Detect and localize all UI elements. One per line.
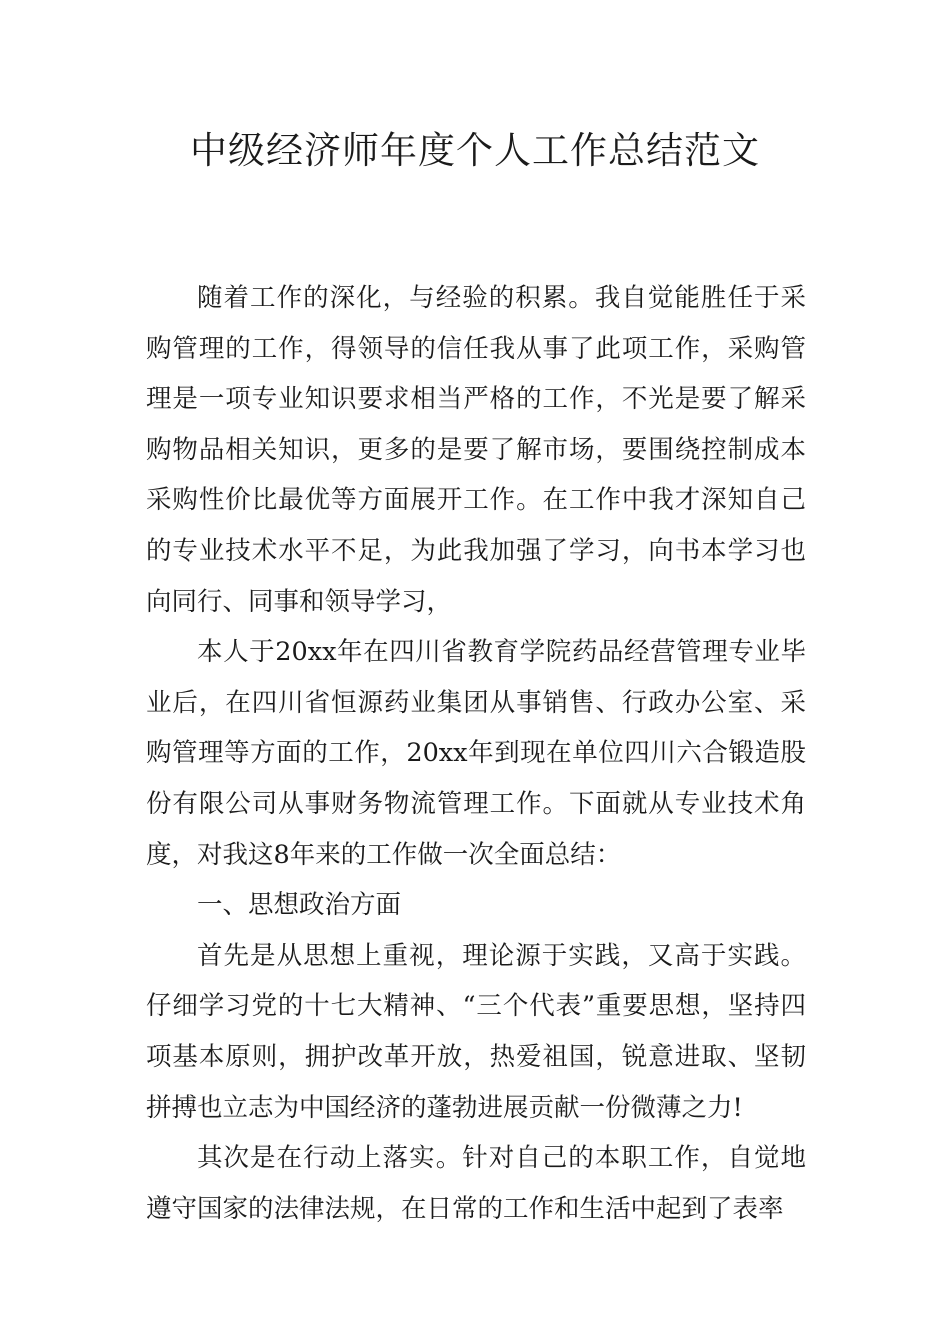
- document-body: [146, 273, 806, 1234]
- document-title: 中级经济师年度个人工作总结范文: [190, 129, 760, 172]
- paragraph-action: 其次是在行动上落实。针对自己的本职工作，自觉地遵守国家的法律法规，在日常的工作和生活中起到了表率: [146, 1143, 806, 1224]
- paragraph-intro: 随着工作的深化，与经验的积累。我自觉能胜任于采购管理的工作，得领导的信任我从事了此项工作，采购管理是一项专业知识要求相当严格的工作，不光是要了解采购物品相关知识，更多的是要了解市场，要围绕控制成本采购性价比最优等方面展开工作。在工作中我才深知自己的专业技术水平不足，为此我加强了学习，向书本学习也向同行、同事和领导学习，: [146, 283, 806, 617]
- paragraph-background: 本人于20xx年在四川省教育学院药品经营管理专业毕业后，在四川省恒源药业集团从事销售、行政办公室、采购管理等方面的工作，20xx年到现在单位四川六合锻造股份有限公司从事财务物流管理工作。下面就从专业技术角度，对我这8年来的工作做一次全面总结：: [146, 637, 806, 870]
- paragraph-thought: 首先是从思想上重视，理论源于实践，又高于实践。仔细学习党的十七大精神、“三个代表”重要思想，坚持四项基本原则，拥护改革开放，热爱祖国，锐意进取、坚韧拼搏也立志为中国经济的蓬勃进展贡献一份微薄之力!: [146, 940, 806, 1123]
- section-heading-political: 一、思想政治方面: [197, 890, 402, 921]
